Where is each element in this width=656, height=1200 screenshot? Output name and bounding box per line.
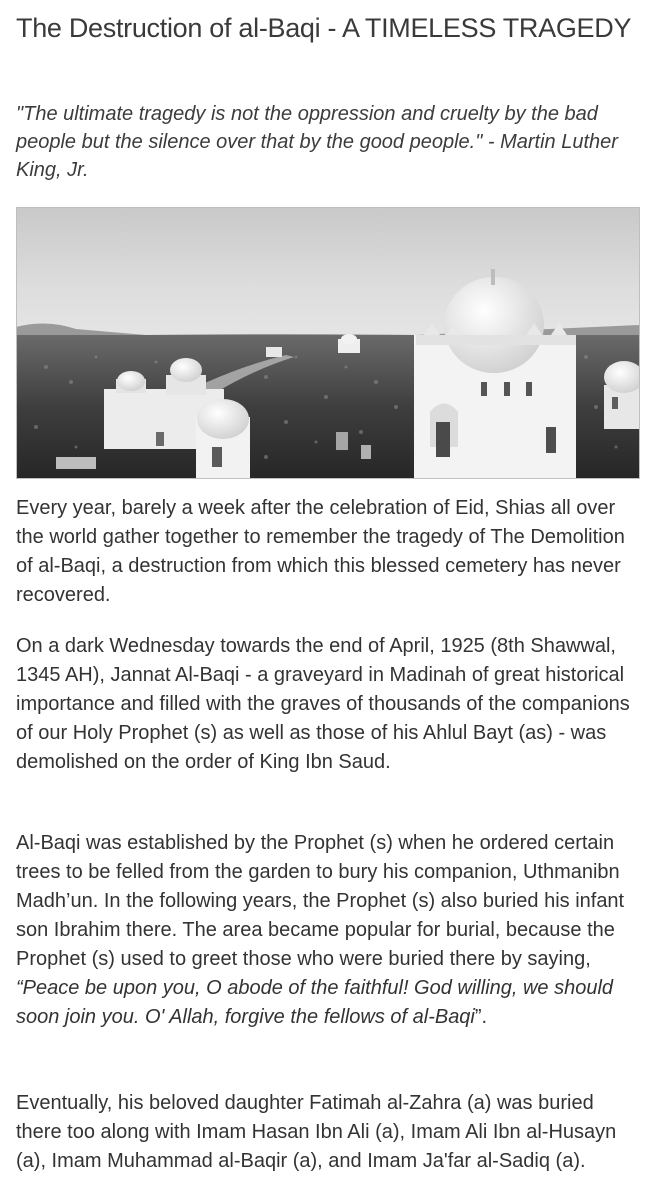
paragraph-1: Every year, barely a week after the celebration of Eid, Shias all over the world gather together to remember the tragedy of The Demolition of al-Baqi, a destruction from which this blessed cemetery has never recovered. xyxy=(16,497,625,606)
article-title: The Destruction of al-Baqi - A TIMELESS TRAGEDY xyxy=(16,13,632,43)
paragraph-3 xyxy=(16,829,644,1032)
epigraph-quote: "The ultimate tragedy is not the oppression and cruelty by the bad people but the silence over that by the good people." - Martin Luther King, Jr. xyxy=(16,103,618,181)
paragraph-3-quote: “Peace be upon you, O abode of the faithful! God willing, we should soon join you. O' Allah, forgive the fellows of al-Baqi xyxy=(16,977,614,1028)
paragraph-3-text: Al-Baqi was established by the Prophet (s) when he ordered certain trees to be felled from the garden to bury his companion, Uthmanibn Madh’un. In the following years, the Prophet (s) also buried his infant son Ibrahim there. The area became popular for burial, because the Prophet (s) used to greet those who were buried there by saying, xyxy=(16,832,625,970)
paragraph-3-end: ”. xyxy=(474,1006,488,1028)
al-baqi-historical-photo xyxy=(16,207,640,479)
photo-illustration xyxy=(16,207,640,479)
paragraph-2: On a dark Wednesday towards the end of April, 1925 (8th Shawwal, 1345 AH), Jannat Al-Baqi - a graveyard in Madinah of great historical importance and filled with the graves of thousands of the companions of our Holy Prophet (s) as well as those of his Ahlul Bayt (as) - was demolished on the order of King Ibn Saud. xyxy=(16,635,630,773)
paragraph-4: Eventually, his beloved daughter Fatimah al-Zahra (a) was buried there too along with Imam Hasan Ibn Ali (a), Imam Ali Ibn al-Husayn (a), Imam Muhammad al-Baqir (a), and Imam Ja'far al-Sadiq (a). xyxy=(16,1092,617,1172)
